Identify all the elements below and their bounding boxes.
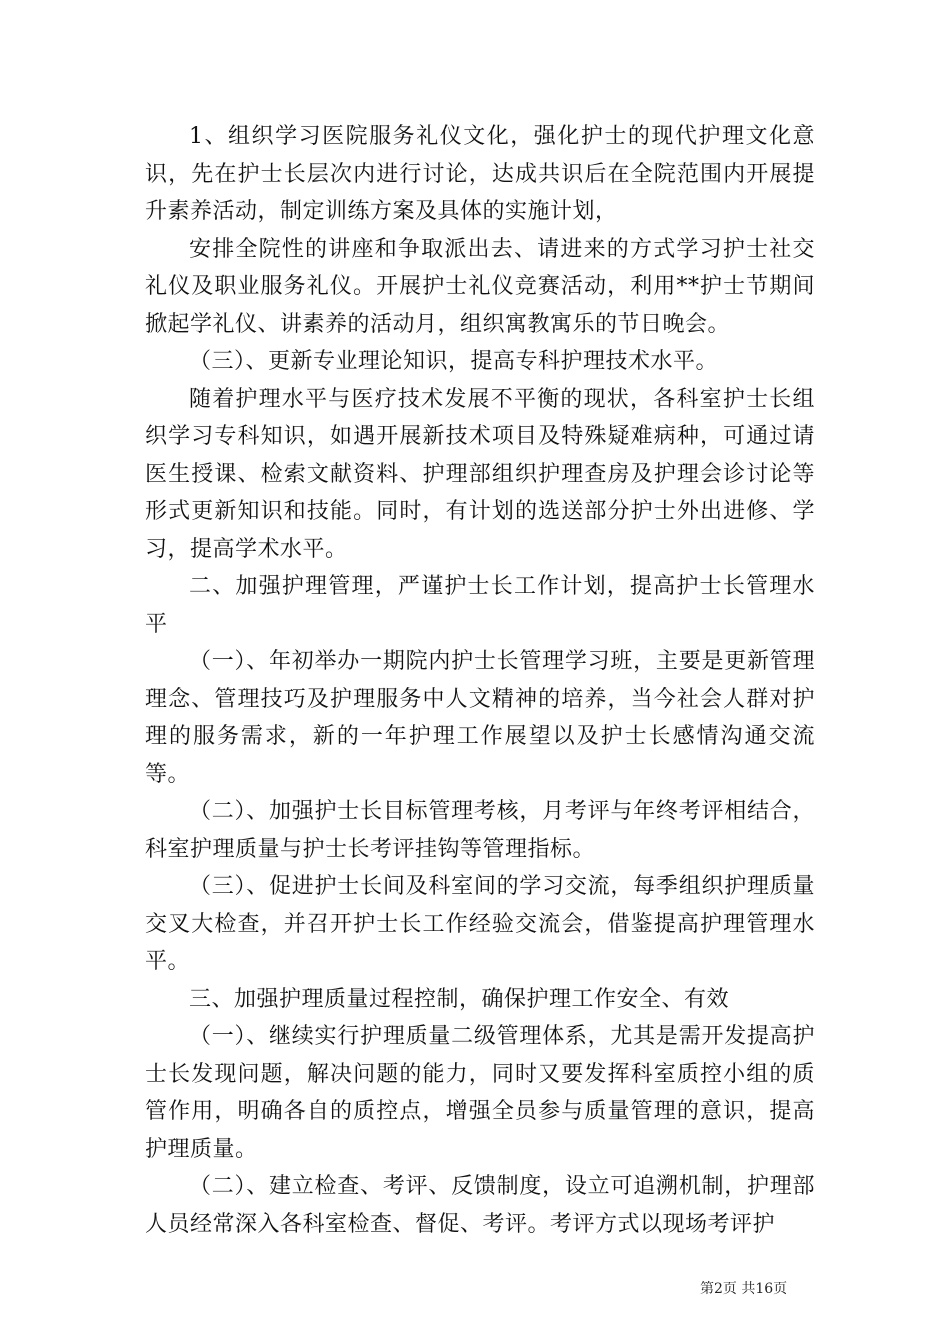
paragraph-7: （二）、加强护士长目标管理考核，月考评与年终考评相结合，科室护理质量与护士长考评挂钩等管理指标。 xyxy=(145,799,815,862)
paragraph-8: （三）、促进护士长间及科室间的学习交流，每季组织护理质量交叉大检查，并召开护士长工作经验交流会，借鉴提高护理管理水平。 xyxy=(145,874,815,974)
paragraph-4: 随着护理水平与医疗技术发展不平衡的现状，各科室护士长组织学习专科知识，如遇开展新技术项目及特殊疑难病种，可通过请医生授课、检索文献资料、护理部组织护理查房及护理会诊讨论等形式更新知识和技能。同时，有计划的选送部分护士外出进修、学习，提高学术水平。 xyxy=(145,386,815,562)
section-heading-3: 三、加强护理质量过程控制，确保护理工作安全、有效 xyxy=(189,986,730,1012)
paragraph-1: 1、组织学习医院服务礼仪文化，强化护士的现代护理文化意识，先在护士长层次内进行讨论，达成共识后在全院范围内开展提升素养活动，制定训练方案及具体的实施计划， xyxy=(145,124,815,224)
paragraph-6: （一）、年初举办一期院内护士长管理学习班，主要是更新管理理念、管理技巧及护理服务中人文精神的培养，当今社会人群对护理的服务需求，新的一年护理工作展望以及护士长感情沟通交流等。 xyxy=(145,649,815,787)
page-number: 第2页 共16页 xyxy=(700,1281,788,1297)
paragraph-10: （一）、继续实行护理质量二级管理体系，尤其是需开发提高护士长发现问题，解决问题的能力，同时又要发挥科室质控小组的质管作用，明确各自的质控点，增强全员参与质量管理的意识，提高护理质量。 xyxy=(145,1024,815,1162)
section-heading-2: 二、加强护理管理，严谨护士长工作计划，提高护士长管理水平 xyxy=(145,574,815,637)
paragraph-3: （三）、更新专业理论知识，提高专科护理技术水平。 xyxy=(189,349,719,374)
paragraph-11: （二）、建立检查、考评、反馈制度，设立可追溯机制，护理部人员经常深入各科室检查、督促、考评。考评方式以现场考评护 xyxy=(145,1174,815,1237)
paragraph-2: 安排全院性的讲座和争取派出去、请进来的方式学习护士社交礼仪及职业服务礼仪。开展护士礼仪竞赛活动，利用**护士节期间掀起学礼仪、讲素养的活动月，组织寓教寓乐的节日晚会。 xyxy=(145,236,815,337)
document-body xyxy=(145,118,815,1243)
